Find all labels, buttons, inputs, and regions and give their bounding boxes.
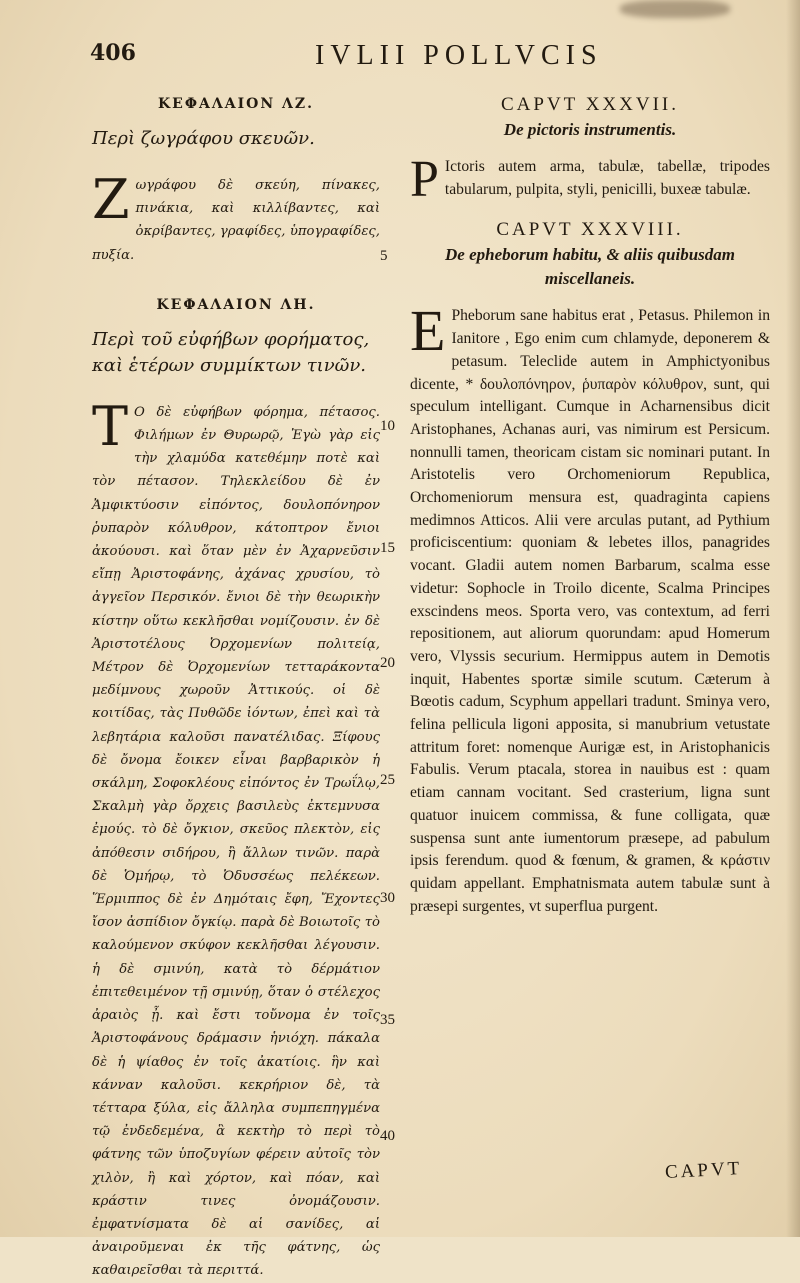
greek-drop-cap-37: Ζ: [92, 168, 130, 231]
ink-stain: [620, 0, 730, 18]
greek-paragraph-38: [92, 394, 380, 1283]
line-number: 20: [380, 655, 395, 671]
page-edge-shadow: [786, 0, 800, 1237]
greek-text-37: ωγράφου δὲ σκεύη, πίνακες, πινάκια, καὶ κιλλίβαντες, καὶ ὀκρίβαντες, γραφίδες, ὑπογραφίδες, πυξία.: [92, 178, 380, 263]
line-number: 40: [380, 1128, 395, 1144]
line-number: 15: [380, 540, 395, 556]
latin-drop-cap-38: E: [410, 298, 446, 364]
latin-text-37: Ictoris autem arma, tabulæ, tabellæ, tripodes tabularum, pulpita, styli, penicilli, buxeæ tabulæ.: [444, 158, 770, 198]
greek-chapter-heading-37: ΚΕΦΑΛΑΙΟΝ ΛΖ.: [158, 96, 314, 112]
latin-paragraph-38: [410, 298, 770, 918]
running-header: [90, 40, 730, 80]
latin-drop-cap-37: P: [410, 151, 439, 208]
line-number: 10: [380, 418, 395, 434]
greek-text-38: Ο δὲ εὐφήβων φόρημα, πέτασος. Φιλήμων ἐν Θυρωρῷ, Ἐγὼ γὰρ εἰς τὴν χλαμύδα κατεθέμην ποτὲ καὶ τὸν πέτασον. Τηλεκλείδου δὲ ἐν Ἀμφικτύοσιν εἰπόντος, δουλοπόνηρον ῥυπαρὸν κόλυθρον, κάτοπτρον ἔνιοι ἀκούουσι. καὶ ὅταν μὲν ἐν Ἀχαρνεῦσιν εἴπῃ Ἀριστοφάνης, ἀχάνας χρυσίου, τὸ ἀγγεῖον Περσικόν. ἔνιοι δὲ τὴν θεωρικὴν κίστην οὕτω κεκλῆσθαι νομίζουσιν. ἐν δὲ Ἀριστοτέλους Ὀρχομενίων πολιτείᾳ, Μέτρον δὲ Ὀρχομενίων τετταράκοντα μεδίμνους χωροῦν Ἀττικούς. οἱ δὲ κοιτίδας, τὰς Πυθῶδε ἰόντων, ἐπεὶ καὶ τὰ λεβητάρια καλοῦσι πανατέλιδας. Ξίφους δὲ ὄνομα ἔοικεν εἶναι βαρβαρικὸν ἡ σκάλμη, Σοφοκλέους εἰπόντος ἐν Τρωΐλῳ, Σκαλμὴ γὰρ ὄρχεις βασιλεὺς ἐκτεμνυσα ἐμούς. τὸ δὲ ὄγκιον, σκεῦος πλεκτὸν, εἰς ἀπόθεσιν σιδήρου, ἢ ἄλλων τινῶν. παρὰ δὲ Ὁμήρῳ, τὸ Ὀδυσσέως πελέκεων. Ἕρμιππος δὲ ἐν Δημόταις ἔφη, Ἔχοντες ἴσον ἀσπίδιον ὄγκίῳ. παρὰ δὲ Βοιωτοῖς τὸ καλούμενον σκύφον κεκλῆσθαι λέγουσιν. ἡ δὲ σμινύη, κατὰ τὸ δέρμάτιον ἐπιτεθειμένον τῇ σμινύῃ, ὅταν ὁ στέλεχος ἀραιὸς ᾖ. καὶ ἔστι τοὔνομα ἐν τοῖς Ἀριστοφάνους δράμασιν ἡνιόχη. πάκαλα δὲ ἡ ψίαθος ἐν τοῖς ἀκατίοις. ἣν καὶ κάνναν καλοῦσι. κεκρήριον δὲ, τὰ τέτταρα ξύλα, εἰς ἄλληλα συμπεπηγμένα τῷ ἐνδεδεμένα, ἃ κεκτὴρ τὸ περὶ τὸ φάτνης τῶν ὑποζυγίων φέρειν αὐτοῖς τὸν χιλὸν, ἢ καὶ χόρτον, καὶ πόαν, καὶ κράστιν τινες ὀνομάζουσιν. ἐμφατνίσματα δὲ αἱ σανίδες, αἱ ἀναιροῦμεναι ἐκ τῆς φάτνης, ὡς καθαιρεῖσθαι τὰ περιττά.: [92, 404, 380, 1279]
line-number: 35: [380, 1012, 395, 1028]
greek-paragraph-37: [92, 168, 380, 267]
latin-column: [410, 92, 770, 918]
line-number: 25: [380, 772, 395, 788]
greek-chapter-subheading-38: Περὶ τοῦ εὐφήβων φορήματος, καὶ ἑτέρων συμμίκτων τινῶν.: [92, 328, 370, 376]
latin-chapter-title-37: De pictoris instrumentis.: [503, 120, 677, 139]
page-number: 406: [90, 40, 136, 66]
latin-chapter-title-38: De epheborum habitu, & aliis quibusdam miscellaneis.: [445, 245, 735, 289]
greek-chapter-subheading-37: Περὶ ζωγράφου σκευῶν.: [92, 128, 315, 149]
latin-chapter-heading-38: CAPVT XXXVIII.: [496, 219, 684, 241]
greek-chapter-heading-38: ΚΕΦΑΛΑΙΟΝ ΛΗ.: [156, 296, 316, 313]
catchword: CAPVT: [664, 1157, 743, 1184]
line-number: 30: [380, 890, 395, 906]
greek-column: [92, 92, 380, 1283]
latin-paragraph-37: [410, 151, 770, 208]
greek-drop-cap-38: Τ: [92, 394, 129, 458]
latin-chapter-heading-37: CAPVT XXXVII.: [501, 94, 679, 115]
latin-text-38: Pheborum sane habitus erat , Petasus. Philemon in Ianitore , Ego enim cum chlamyde, deponerem & petasum. Teleclide autem in Amphictyonibus dicente, * δουλοπόνηρον, ῥυπαρὸν κόλυθρον, sunt, qui speculum intelligant. Cumque in Acharnensibus dicit Aristophanes, Achanas auri, vas nimirum est Persicum. nonnulli tamen, theoricam cistam sic nominari putant. In Aristotelis vero Orchomeniorum Republica, Orchomeniorum mensura est, quadraginta capiens medimnos Atticos. Alii vere arculas putant, ad Pythium proficiscentium: quoniam & lebetes illos, panagrides vocant. Gladii autem nomen Barbarum, scalma esse videtur: Sophocle in Troilo dicente, Scalma Principes exscindens meos. Sporta vero, vas contextum, ad ferri repositionem, aut aliorum quorundam: apud Homerum vero, Vlyssis securium. Hermippus autem in Demotis inquit, Habentes sportæ simile scutum. Cæterum à Bœotis cadum, Scyphum appellari tradunt. Sminya vero, felina pellicula ligoni apposita, si manubrium vetustate attritum foret: nomenque Aurigæ est, in Aristophanicis Fabulis. Verum ptacala, storea in nauibus est : quam etiam cannam vocitant. Sed crasterium, ligna sunt quatuor inuicem commissa, & fune colligata, quæ suspensa sunt ante iumentorum præsepe, ad pabulum ipsis ferendum. quod & fœnum, & gramen, & κράστιν quidam appellant. Emphatnismata autem tabulæ sunt à præsepi surgentes, vt superflua purgent.: [410, 307, 770, 915]
line-number: 5: [380, 248, 388, 264]
running-title: IVLII POLLVCIS: [315, 40, 603, 71]
